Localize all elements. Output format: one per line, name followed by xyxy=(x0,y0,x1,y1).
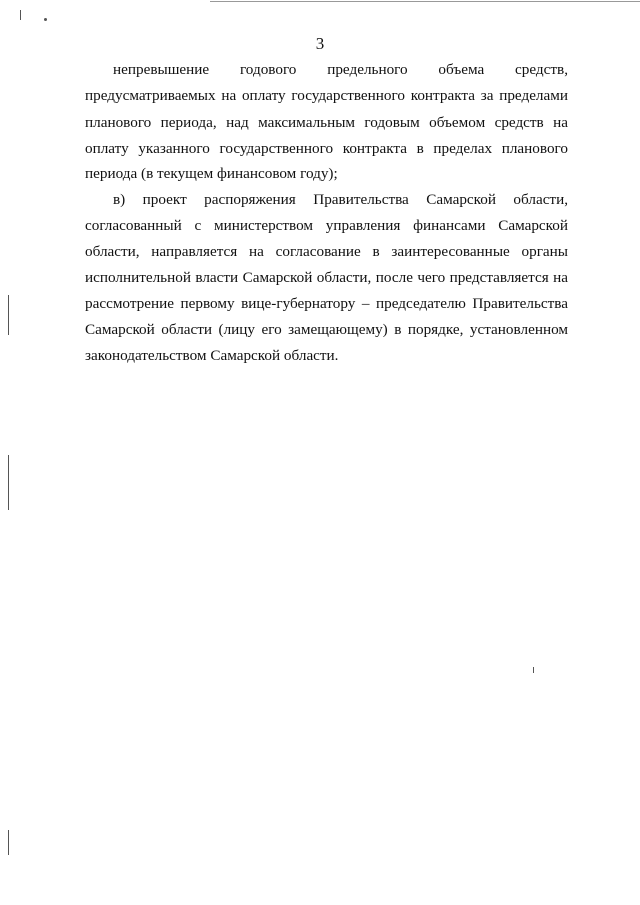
paragraph-line: Самарской области (лицу его замещающему) в порядке, установленном xyxy=(85,321,568,338)
scan-mark xyxy=(20,10,21,20)
paragraph-line: рассмотрение первому вице-губернатору – председателю Правительства xyxy=(85,295,568,312)
paragraph-line: предусматриваемых на оплату государственного контракта за пределами xyxy=(85,87,568,104)
scan-mark xyxy=(8,830,9,855)
scan-mark xyxy=(8,295,9,335)
paragraph-line: согласованный с министерством управления финансами Самарской xyxy=(85,217,568,234)
paragraph-line: законодательством Самарской области. xyxy=(85,347,339,364)
page-number: 3 xyxy=(315,34,325,53)
scan-mark xyxy=(533,667,534,673)
scan-top-border xyxy=(210,1,640,2)
paragraph-line: планового периода, над максимальным годовым объемом средств на xyxy=(85,114,568,131)
scan-mark xyxy=(8,455,9,510)
paragraph-line: периода (в текущем финансовом году); xyxy=(85,165,338,182)
paragraph-line: оплату указанного государственного контракта в пределах планового xyxy=(85,140,568,157)
paragraph-line: области, направляется на согласование в заинтересованные органы xyxy=(85,243,568,260)
paragraph-line: непревышение годового предельного объема средств, xyxy=(113,61,568,78)
scan-dot xyxy=(44,18,47,21)
paragraph-line: исполнительной власти Самарской области, после чего представляется на xyxy=(85,269,568,286)
paragraph-line: в) проект распоряжения Правительства Самарской области, xyxy=(113,191,568,208)
